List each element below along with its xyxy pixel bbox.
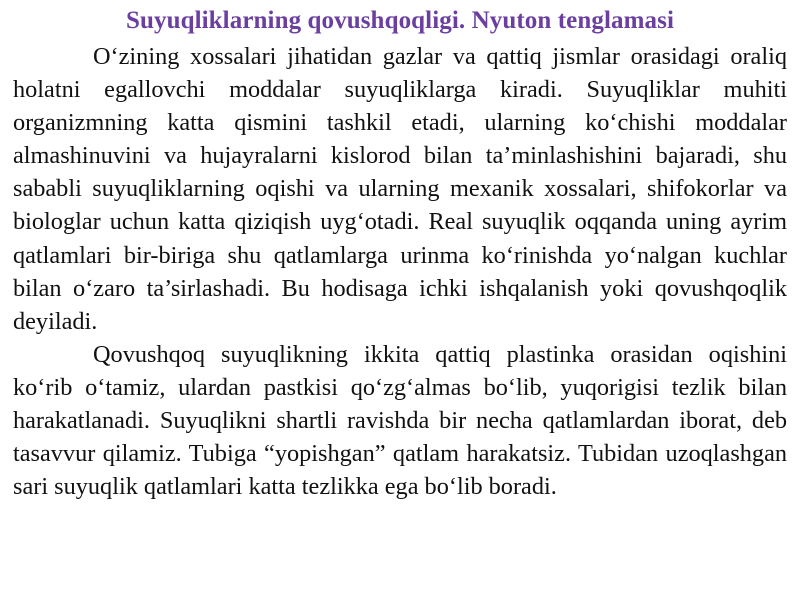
- document-page: [13, 0, 787, 503]
- paragraph-intro: O‘zining xossalari jihatidan gazlar va qattiq jismlar orasidagi oraliq holatni egallovchi moddalar suyuqliklarga kiradi. Suyuqliklar muhiti organizmning katta qismini tashkil etadi, ularning ko‘chishi moddalar almashinuvini va hujayralarni kislorod bilan ta’minlashishini bajaradi, shu sababli suyuqliklarning oqishi va ularning mexanik xossalari, shifokorlar va biologlar uchun katta qiziqish uyg‘otadi. Real suyuqlik oqqanda uning ayrim qatlamlari bir-biriga shu qatlamlarga urinma ko‘rinishda yo‘nalgan kuchlar bilan o‘zaro ta’sirlashadi. Bu hodisaga ichki ishqalanish yoki qovushqoqlik deyiladi.: [13, 43, 787, 335]
- page-title: Suyuqliklarning qovushqoqligi. Nyuton tenglamasi: [125, 7, 675, 34]
- paragraph-viscous-flow: Qovushqoq suyuqlikning ikkita qattiq plastinka orasidan oqishini ko‘rib o‘tamiz, ulardan pastkisi qo‘zg‘almas bo‘lib, yuqorigisi tezlik bilan harakatlanadi. Suyuqlikni shartli ravishda bir necha qatlamlardan iborat, deb tasavvur qilamiz. Tubiga “yopishgan” qatlam harakatsiz. Tubidan uzoqlashgan sari suyuqlik qatlamlari katta tezlikka ega bo‘lib boradi.: [13, 340, 787, 501]
